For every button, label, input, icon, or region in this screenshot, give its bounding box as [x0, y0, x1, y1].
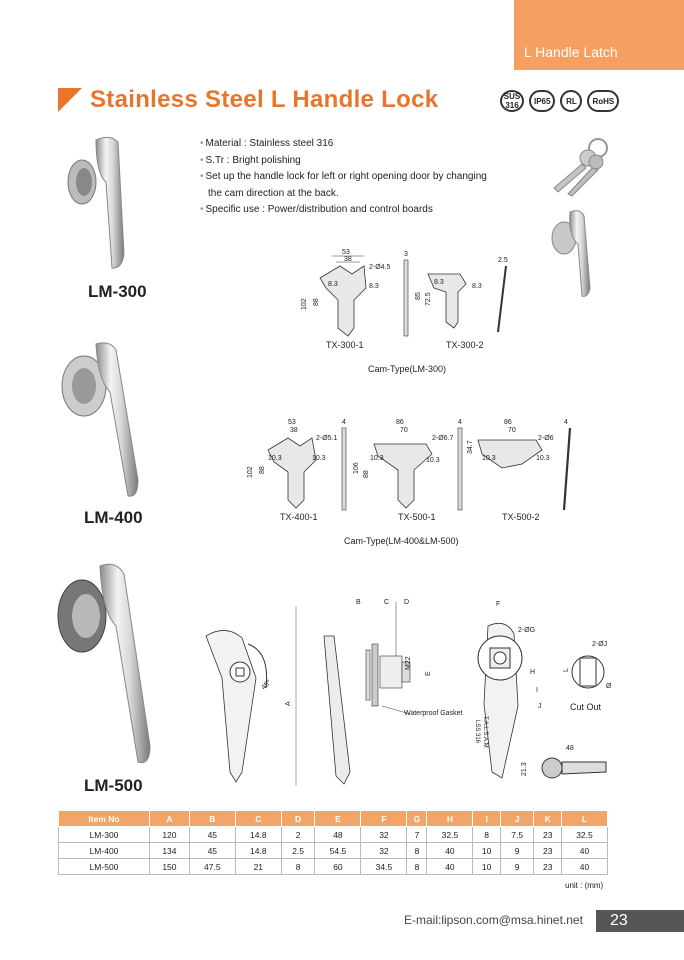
table-cell: 40 — [561, 843, 607, 859]
cam-type-lm300-label: Cam-Type(LM-300) — [368, 364, 447, 374]
table-cell: 32.5 — [427, 827, 473, 843]
model-lm400: LM-400 — [84, 508, 143, 527]
lm400-handle-image — [60, 340, 160, 500]
table-cell: 40 — [427, 859, 473, 875]
tx300-1-label: TX-300-1 — [326, 340, 364, 350]
svg-text:J: J — [538, 703, 542, 710]
svg-text:Ø: Ø — [606, 683, 612, 690]
svg-text:E: E — [425, 671, 432, 676]
svg-text:8.3: 8.3 — [328, 281, 338, 288]
tx400-1-label: TX-400-1 — [280, 512, 318, 522]
svg-text:10.3: 10.3 — [536, 455, 550, 462]
svg-text:L: L — [563, 668, 570, 672]
svg-text:88: 88 — [363, 470, 370, 478]
header-cell: L — [561, 811, 607, 827]
svg-text:4: 4 — [564, 419, 568, 426]
svg-text:38: 38 — [344, 256, 352, 263]
sus316-badge: SUS 316 — [500, 90, 524, 112]
keys-image — [548, 136, 612, 196]
svg-text:I: I — [536, 687, 538, 694]
rohs-badge: RoHS — [587, 90, 619, 112]
svg-text:53: 53 — [288, 419, 296, 426]
svg-text:38: 38 — [290, 427, 298, 434]
svg-text:34.7: 34.7 — [467, 440, 474, 454]
table-cell: 7 — [407, 827, 427, 843]
table-cell: 8 — [407, 843, 427, 859]
svg-text:B: B — [356, 599, 361, 606]
cam-type-lm400-500-label: Cam-Type(LM-400&LM-500) — [344, 536, 459, 546]
table-cell: 60 — [315, 859, 361, 875]
cut-out-label: Cut Out — [570, 702, 602, 712]
header-cell: F — [361, 811, 407, 827]
svg-text:3: 3 — [404, 251, 408, 258]
marking-label-1: T.A.L.S.A.M — [482, 716, 488, 748]
section-tab-label: L Handle Latch — [524, 44, 618, 60]
table-cell: 14.8 — [235, 843, 281, 859]
lm300-handle-image — [66, 134, 156, 274]
table-cell: 8 — [281, 859, 315, 875]
table-cell: 2.5 — [281, 843, 315, 859]
svg-text:10.3: 10.3 — [370, 455, 384, 462]
svg-text:H: H — [530, 669, 536, 676]
tx500-1-label: TX-500-1 — [398, 512, 436, 522]
tx400-500-cam-drawing — [246, 414, 576, 516]
ip65-badge: IP65 — [529, 90, 555, 112]
table-cell: 40 — [427, 843, 473, 859]
svg-text:10.3: 10.3 — [312, 455, 326, 462]
header-cell: G — [407, 811, 427, 827]
svg-text:102: 102 — [247, 466, 254, 478]
table-cell: LM-500 — [59, 859, 150, 875]
svg-text:10.3: 10.3 — [426, 457, 440, 464]
svg-text:106: 106 — [353, 462, 360, 474]
svg-text:70: 70 — [400, 427, 408, 434]
lm500-handle-image — [56, 560, 166, 770]
table-cell: 21 — [235, 859, 281, 875]
svg-text:86: 86 — [504, 419, 512, 426]
svg-text:70: 70 — [508, 427, 516, 434]
svg-text:21.3: 21.3 — [521, 762, 528, 776]
header-cell: H — [427, 811, 473, 827]
table-cell: 45 — [189, 843, 235, 859]
table-cell: 134 — [150, 843, 190, 859]
tx300-2-label: TX-300-2 — [446, 340, 484, 350]
model-lm300: LM-300 — [88, 282, 147, 301]
table-cell: 10 — [473, 843, 500, 859]
header-cell: E — [315, 811, 361, 827]
table-row — [59, 843, 608, 859]
header-cell: K — [534, 811, 561, 827]
table-cell: 23 — [534, 859, 561, 875]
handle-back-image — [550, 208, 598, 300]
table-cell: 8 — [407, 859, 427, 875]
svg-text:53: 53 — [342, 249, 350, 256]
table-cell: 7.5 — [500, 827, 534, 843]
svg-text:2-ØJ: 2-ØJ — [592, 641, 608, 648]
svg-text:48: 48 — [566, 745, 574, 752]
table-cell: 32 — [361, 843, 407, 859]
certification-badges — [500, 90, 619, 112]
header-cell: C — [235, 811, 281, 827]
table-cell: 23 — [534, 843, 561, 859]
svg-text:F: F — [496, 601, 501, 608]
dimension-table — [58, 810, 608, 875]
table-row — [59, 827, 608, 843]
table-row — [59, 859, 608, 875]
header-cell: I — [473, 811, 500, 827]
svg-text:M22: M22 — [405, 656, 412, 670]
waterproof-gasket-label: Waterproof Gasket — [404, 710, 463, 717]
spec-finish: • S.Tr : Bright polishing — [200, 153, 460, 170]
footer-email: E-mail:lipson.com@msa.hinet.net — [404, 913, 583, 927]
svg-text:10.3: 10.3 — [482, 455, 496, 462]
spec-list — [200, 136, 487, 219]
lm500-technical-drawing — [196, 596, 620, 796]
svg-text:2-Ø5.1: 2-Ø5.1 — [316, 435, 338, 442]
rl-badge: RL — [560, 90, 582, 112]
table-cell: 9 — [500, 859, 534, 875]
table-cell: 14.8 — [235, 827, 281, 843]
svg-text:85: 85 — [415, 292, 422, 300]
svg-text:A: A — [285, 701, 292, 706]
tx300-cam-drawing — [300, 248, 520, 340]
table-cell: 54.5 — [315, 843, 361, 859]
svg-text:8.3: 8.3 — [434, 279, 444, 286]
svg-text:4: 4 — [458, 419, 462, 426]
svg-text:72.5: 72.5 — [425, 292, 432, 306]
table-cell: 40 — [561, 859, 607, 875]
tx500-2-label: TX-500-2 — [502, 512, 540, 522]
header-cell: A — [150, 811, 190, 827]
svg-text:4: 4 — [342, 419, 346, 426]
header-cell: B — [189, 811, 235, 827]
svg-text:10.3: 10.3 — [268, 455, 282, 462]
table-cell: 32 — [361, 827, 407, 843]
svg-text:2-ØG: 2-ØG — [518, 627, 536, 634]
svg-text:C: C — [384, 599, 390, 606]
model-lm500: LM-500 — [84, 776, 143, 795]
svg-text:2-Ø4.5: 2-Ø4.5 — [369, 264, 391, 271]
svg-text:8.3: 8.3 — [369, 283, 379, 290]
table-cell: 47.5 — [189, 859, 235, 875]
table-cell: 150 — [150, 859, 190, 875]
table-cell: 45 — [189, 827, 235, 843]
marking-label-2: LSS 316 — [474, 720, 480, 744]
table-cell: 23 — [534, 827, 561, 843]
svg-text:88: 88 — [313, 298, 320, 306]
svg-text:2.5: 2.5 — [498, 257, 508, 264]
title-marker-icon — [58, 88, 82, 112]
spec-setup-cont: the cam direction at the back. — [208, 187, 339, 199]
table-cell: 9 — [500, 843, 534, 859]
table-cell: 10 — [473, 859, 500, 875]
table-cell: 8 — [473, 827, 500, 843]
svg-text:88: 88 — [259, 466, 266, 474]
table-header-row — [59, 811, 608, 827]
table-cell: 120 — [150, 827, 190, 843]
svg-text:45°: 45° — [260, 678, 273, 692]
table-cell: 34.5 — [361, 859, 407, 875]
spec-use: • Specific use : Power/distribution and control boards — [200, 202, 460, 219]
section-tab — [514, 0, 684, 70]
svg-text:2-Ø6.7: 2-Ø6.7 — [432, 435, 454, 442]
svg-text:2-Ø6: 2-Ø6 — [538, 435, 554, 442]
header-cell: D — [281, 811, 315, 827]
spec-material: • Material : Stainless steel 316 — [200, 136, 460, 153]
table-cell: LM-300 — [59, 827, 150, 843]
page-number: 23 — [596, 910, 684, 932]
page-title: Stainless Steel L Handle Lock — [90, 86, 439, 113]
table-cell: 2 — [281, 827, 315, 843]
header-cell: J — [500, 811, 534, 827]
svg-text:102: 102 — [301, 298, 308, 310]
svg-text:8.3: 8.3 — [472, 283, 482, 290]
svg-text:D: D — [404, 599, 410, 606]
spec-setup: • Set up the handle lock for left or right opening door by changing — [200, 169, 460, 186]
table-cell: 48 — [315, 827, 361, 843]
table-cell: LM-400 — [59, 843, 150, 859]
table-cell: 32.5 — [561, 827, 607, 843]
header-cell: Item No — [59, 811, 150, 827]
unit-note: unit : (mm) — [565, 881, 604, 890]
svg-text:86: 86 — [396, 419, 404, 426]
